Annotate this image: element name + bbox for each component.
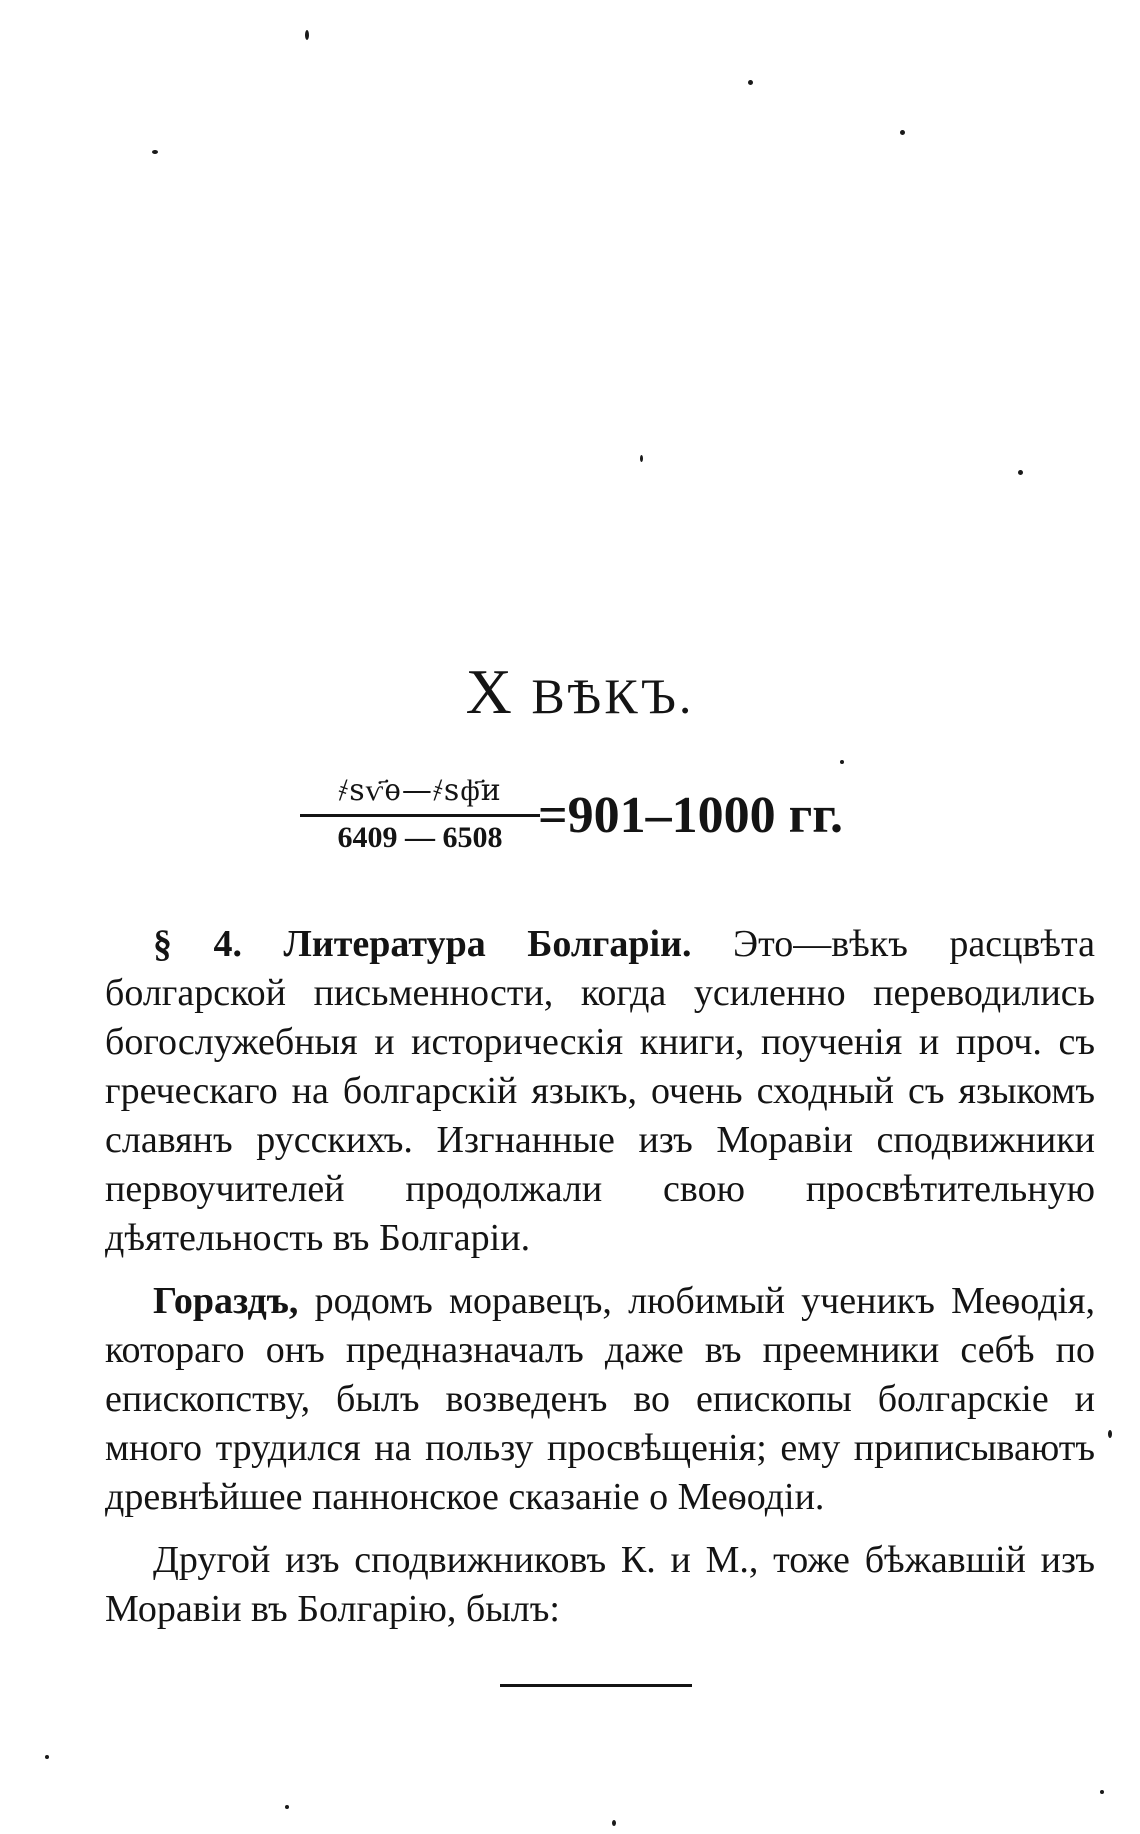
scan-speck [285,1805,289,1809]
paragraph [105,1277,1095,1522]
section-rule [500,1684,692,1687]
church-slavonic-year-range: ҂ѕѵ҃ѳ—҂ѕф҃и [338,773,502,808]
paragraph-lead: Гораздъ, [153,1280,299,1322]
paragraph-text: Это—вѣкъ расцвѣта болгарской письменности, когда усиленно переводились богослужебныя и историческія книги, поученія и проч. съ греческаго на болгарскій языкъ, очень сходный съ языкомъ славянъ русскихъ. Изгнанные изъ Моравіи сподвижники первоучителей продолжали свою просвѣтительную дѣятельность въ Болгаріи. [105,923,1095,1259]
anno-domini-year-range: =901–1000 гг. [538,787,843,844]
scan-speck [1018,470,1023,475]
scan-speck [900,130,905,135]
paragraph [105,920,1095,1263]
scan-speck [45,1755,49,1759]
date-range [300,770,920,880]
chapter-heading-word: ВѢКЪ. [531,668,695,724]
scan-speck [640,455,643,462]
scan-speck [1108,1430,1112,1438]
paragraph-lead: Другой изъ сподвижниковъ К. и М., тоже бѣжавшій изъ Моравіи въ Болгарію, былъ: [105,1539,1095,1630]
body-text [105,920,1095,1648]
date-fraction [300,770,540,859]
scan-speck [305,30,309,40]
anno-mundi-year-range: 6409 — 6508 [337,821,503,854]
chapter-roman-numeral: X [465,656,514,727]
scan-speck [152,150,158,154]
paragraph [105,1536,1095,1634]
paragraph-text: родомъ моравецъ, любимый ученикъ Меѳодія, котораго онъ предназначалъ даже въ преемники себѣ по епископству, былъ возведенъ во епископы болгарскіе и много трудился на пользу просвѣщенія; ему приписываютъ древнѣйшее паннонское сказаніе о Меѳодіи. [105,1280,1095,1518]
scan-speck [612,1820,616,1826]
paragraph-lead: § 4. Литература Болгаріи. [153,923,692,965]
scan-speck [1100,1790,1104,1794]
scan-speck [840,760,844,764]
scan-speck [748,80,753,85]
chapter-heading [0,655,1140,729]
